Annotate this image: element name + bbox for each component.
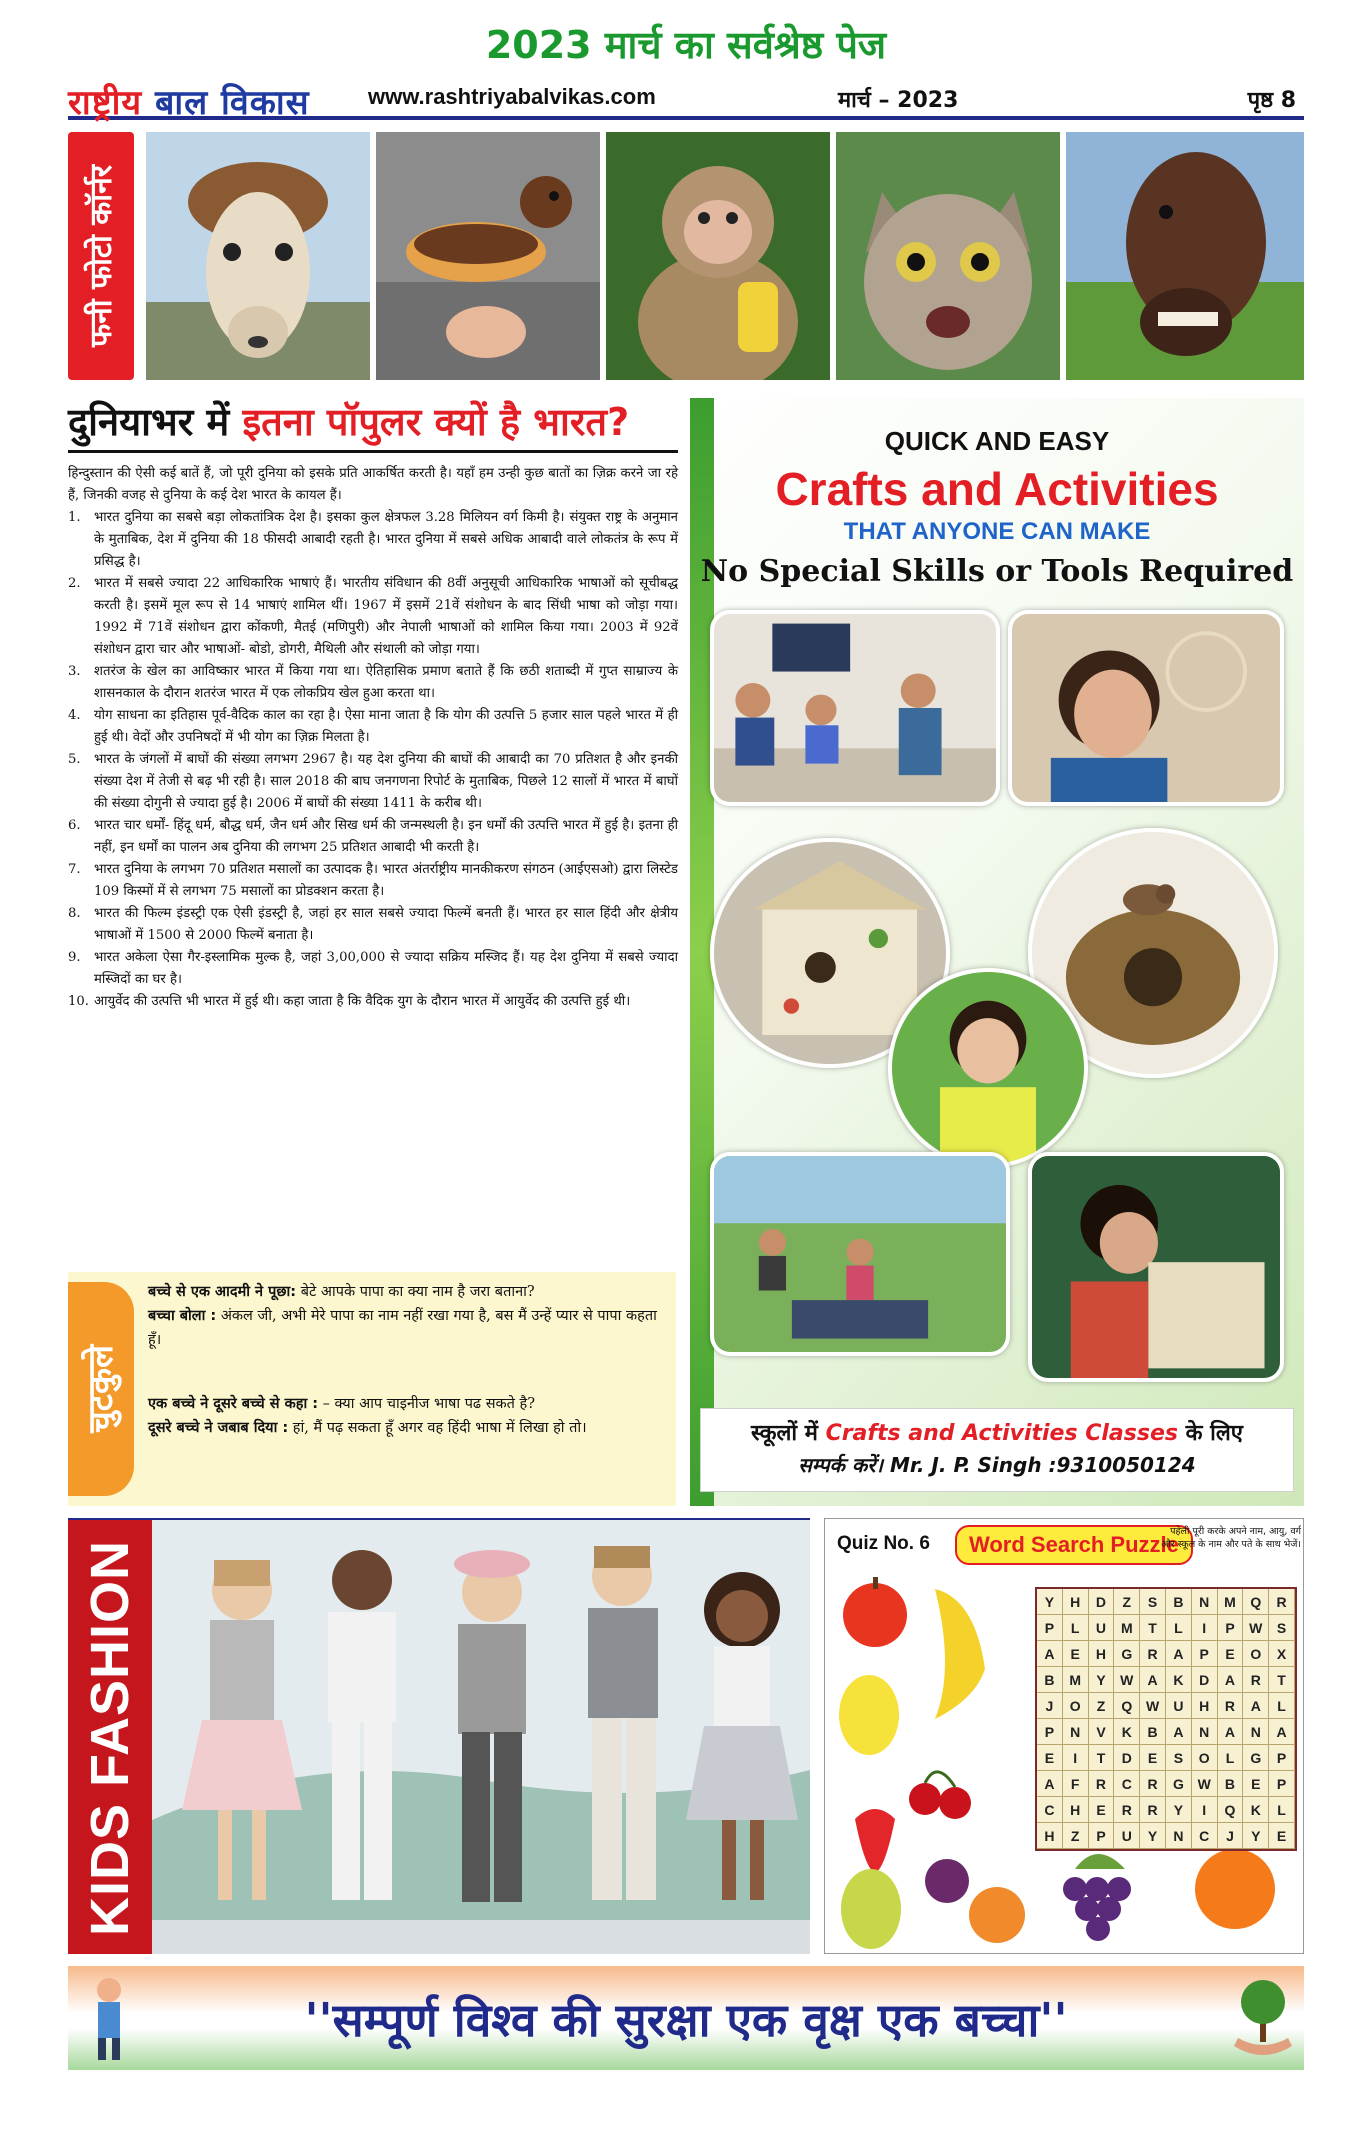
puzzle-cell[interactable]: A: [1218, 1719, 1244, 1745]
puzzle-cell[interactable]: O: [1192, 1745, 1218, 1771]
outdoor-workshop-photo[interactable]: [710, 1152, 1010, 1356]
puzzle-cell[interactable]: R: [1114, 1797, 1140, 1823]
kids-fashion-label: [68, 1520, 152, 1954]
kids-fashion-photo[interactable]: [152, 1520, 810, 1954]
puzzle-cell[interactable]: Z: [1063, 1823, 1089, 1849]
contact-prefix: स्कूलों में: [751, 1421, 826, 1446]
article-title-part-1: दुनियाभर में: [68, 400, 243, 444]
joke-2-answer-text: हां, मैं पढ़ सकता हूँ अगर वह हिंदी भाषा में लिखा हो तो।: [288, 1420, 587, 1436]
pear-illustration: [841, 1869, 901, 1949]
puzzle-cell[interactable]: R: [1269, 1589, 1295, 1615]
puzzle-cell[interactable]: A: [1269, 1719, 1295, 1745]
puzzle-cell[interactable]: E: [1063, 1641, 1089, 1667]
article-point: [68, 661, 678, 705]
funny-photo-corner: [68, 132, 1304, 380]
point-number: 8.: [68, 906, 81, 921]
puzzle-cell[interactable]: S: [1140, 1589, 1166, 1615]
puzzle-cell[interactable]: P: [1037, 1615, 1063, 1641]
puzzle-cell[interactable]: Y: [1037, 1589, 1063, 1615]
puzzle-cell[interactable]: H: [1192, 1693, 1218, 1719]
point-number: 1.: [68, 510, 81, 525]
orange-illustration: [1195, 1849, 1275, 1929]
puzzle-cell[interactable]: C: [1114, 1771, 1140, 1797]
point-text: भारत के जंगलों में बाघों की संख्या लगभग 2967 है। यह देश दुनिया की बाघों की आबादी का 70 प्रतिशत है और इनकी संख्या देश में तेजी से बढ़ भी रही है। साल 2018 की बाघ जनगणना रिपोर्ट के मुताबिक, पिछले 12 सालों में भारत में बाघों की संख्या दोगुनी से ज्यादा हुई है। 2006 में बाघों की संख्या 1411 के करीब थी।: [94, 752, 678, 811]
puzzle-cell[interactable]: H: [1063, 1797, 1089, 1823]
boy-photo[interactable]: [888, 968, 1088, 1168]
puzzle-cell[interactable]: W: [1192, 1771, 1218, 1797]
puzzle-cell[interactable]: H: [1037, 1823, 1063, 1849]
puzzle-cell[interactable]: C: [1192, 1823, 1218, 1849]
article-point: [68, 507, 678, 573]
quiz-instructions: पहेली पूरी करके अपने नाम, आयु, वर्ग और स्कूल के नाम और पते के साथ भेजें।: [1161, 1526, 1301, 1550]
puzzle-cell[interactable]: N: [1166, 1823, 1192, 1849]
puzzle-cell[interactable]: L: [1218, 1745, 1244, 1771]
logo-part-1: राष्ट्रीय: [68, 83, 155, 123]
puzzle-cell[interactable]: V: [1089, 1719, 1115, 1745]
article-point: [68, 947, 678, 991]
puzzle-cell[interactable]: B: [1166, 1589, 1192, 1615]
puzzle-cell[interactable]: M: [1218, 1589, 1244, 1615]
kids-fashion-label-text: KIDS FASHION: [80, 1539, 140, 1937]
puzzle-cell[interactable]: Z: [1089, 1693, 1115, 1719]
puzzle-cell[interactable]: R: [1140, 1797, 1166, 1823]
newspaper-logo[interactable]: [68, 78, 310, 124]
llama-photo[interactable]: [146, 132, 370, 380]
puzzle-cell[interactable]: P: [1089, 1823, 1115, 1849]
article-points: [68, 507, 678, 1013]
joke-2: [148, 1392, 668, 1440]
jokes-label-text: चुटकुले: [81, 1345, 121, 1433]
ad-line-4: No Special Skills or Tools Required: [700, 554, 1294, 589]
puzzle-cell[interactable]: T: [1089, 1745, 1115, 1771]
puzzle-cell[interactable]: Y: [1089, 1667, 1115, 1693]
article-point: [68, 573, 678, 661]
puzzle-cell[interactable]: A: [1037, 1641, 1063, 1667]
joke-1-question-text: बेटे आपके पापा का क्या नाम है जरा बताना?: [296, 1284, 535, 1300]
contact-phone[interactable]: सम्पर्क करें। Mr. J. P. Singh :9310050124: [798, 1453, 1196, 1477]
jokes-label: [68, 1282, 134, 1496]
point-text: शतरंज के खेल का आविष्कार भारत में किया गया था। ऐतिहासिक प्रमाण बताते हैं कि छठी शताब्दी में गुप्त साम्राज्य के शासनकाल के दौरान शतरंज भारत में एक लोकप्रिय खेल हुआ करता था।: [94, 664, 678, 701]
puzzle-cell[interactable]: X: [1269, 1641, 1295, 1667]
puzzle-cell[interactable]: J: [1218, 1823, 1244, 1849]
puzzle-cell[interactable]: K: [1114, 1719, 1140, 1745]
puzzle-cell[interactable]: B: [1037, 1667, 1063, 1693]
puzzle-cell[interactable]: A: [1243, 1693, 1269, 1719]
plum-illustration: [925, 1859, 969, 1903]
puzzle-cell[interactable]: Y: [1140, 1823, 1166, 1849]
joke-2-answer: [148, 1416, 668, 1440]
point-number: 5.: [68, 752, 81, 767]
puzzle-cell[interactable]: P: [1269, 1745, 1295, 1771]
article-point: [68, 705, 678, 749]
puzzle-cell[interactable]: L: [1166, 1615, 1192, 1641]
article-title: [68, 398, 678, 446]
puzzle-cell[interactable]: A: [1140, 1667, 1166, 1693]
puzzle-cell[interactable]: P: [1037, 1719, 1063, 1745]
puzzle-cell[interactable]: M: [1063, 1667, 1089, 1693]
crafts-class-photo[interactable]: [710, 610, 1000, 806]
issue-date: मार्च – 2023: [838, 88, 959, 113]
point-number: 9.: [68, 950, 81, 965]
point-number: 10.: [68, 994, 89, 1009]
logo-part-2: बाल विकास: [154, 83, 310, 123]
joke-2-question-text: – क्या आप चाइनीज भाषा पढ सकते है?: [318, 1396, 535, 1412]
puzzle-cell[interactable]: T: [1140, 1615, 1166, 1641]
point-text: भारत अकेला ऐसा गैर-इस्लामिक मुल्क है, जहां 3,00,000 से ज्यादा सक्रिय मस्जिद हैं। यह देश दुनिया में सबसे ज्यादा मस्जिदों का घर है।: [94, 950, 678, 987]
article-point: [68, 859, 678, 903]
puzzle-cell[interactable]: Z: [1114, 1589, 1140, 1615]
puzzle-cell[interactable]: N: [1192, 1719, 1218, 1745]
article-point: [68, 815, 678, 859]
puzzle-cell[interactable]: Y: [1243, 1823, 1269, 1849]
crafts-contact-box[interactable]: [700, 1408, 1294, 1492]
puzzle-cell[interactable]: O: [1243, 1641, 1269, 1667]
puzzle-cell[interactable]: W: [1140, 1693, 1166, 1719]
tree-in-hands-icon: [1228, 1972, 1298, 2064]
puzzle-cell[interactable]: G: [1114, 1641, 1140, 1667]
puzzle-cell[interactable]: E: [1269, 1823, 1295, 1849]
puzzle-cell[interactable]: K: [1243, 1797, 1269, 1823]
masthead: [68, 78, 1304, 123]
puzzle-cell[interactable]: U: [1114, 1823, 1140, 1849]
quiz-title: Word Search Puzzle: [955, 1525, 1193, 1565]
point-number: 2.: [68, 576, 81, 591]
puzzle-cell[interactable]: Q: [1218, 1797, 1244, 1823]
page-number: पृष्ठ 8: [1247, 88, 1296, 113]
point-number: 6.: [68, 818, 81, 833]
joke-2-question-lead: एक बच्चे ने दूसरे बच्चे से कहा :: [148, 1396, 319, 1412]
ad-line-3: THAT ANYONE CAN MAKE: [843, 518, 1151, 545]
puzzle-cell[interactable]: L: [1269, 1693, 1295, 1719]
puzzle-cell[interactable]: S: [1269, 1615, 1295, 1641]
article-point: [68, 991, 678, 1013]
puzzle-cell[interactable]: W: [1243, 1615, 1269, 1641]
puzzle-cell[interactable]: D: [1192, 1667, 1218, 1693]
puzzle-cell[interactable]: A: [1037, 1771, 1063, 1797]
puzzle-cell[interactable]: A: [1166, 1719, 1192, 1745]
ad-line-1: QUICK AND EASY: [884, 426, 1110, 456]
puzzle-cell[interactable]: R: [1089, 1771, 1115, 1797]
ad-headline: Crafts and Activities: [775, 463, 1219, 515]
point-text: आयुर्वेद की उत्पत्ति भी भारत में हुई थी। कहा जाता है कि वैदिक युग के दौरान भारत में आयुर्वेद की उत्पत्ति हुई थी।: [94, 994, 631, 1009]
dachshund-hotdog-photo[interactable]: [376, 132, 600, 380]
apple-illustration: [843, 1583, 907, 1647]
article-intro: हिन्दुस्तान की ऐसी कई बातें हैं, जो पूरी दुनिया को इसके प्रति आकर्षित करती है। यहाँ हम उन्ही कुछ बातों का ज़िक्र करने जा रहे हैं, जिनकी वजह से दुनिया के कई देश भारत के कायल हैं।: [68, 466, 678, 503]
quiz-section: [824, 1518, 1304, 1954]
website-link[interactable]: www.rashtriyabalvikas.com: [368, 84, 656, 109]
puzzle-cell[interactable]: O: [1063, 1693, 1089, 1719]
banana-illustration: [935, 1589, 985, 1719]
crafts-activities-ad[interactable]: [690, 398, 1304, 1506]
quiz-number: Quiz No. 6: [837, 1533, 930, 1554]
article-point: [68, 749, 678, 815]
joke-1-question-lead: बच्चे से एक आदमी ने पूछा:: [148, 1284, 297, 1300]
puzzle-cell[interactable]: I: [1192, 1615, 1218, 1641]
joke-2-answer-lead: दूसरे बच्चे ने जबाब दिया :: [148, 1420, 289, 1436]
jokes-section: [68, 1272, 676, 1506]
puzzle-cell[interactable]: S: [1166, 1745, 1192, 1771]
puzzle-cell[interactable]: I: [1063, 1745, 1089, 1771]
title-divider: [68, 450, 678, 453]
india-popular-article: [68, 398, 678, 1268]
puzzle-cell[interactable]: P: [1192, 1641, 1218, 1667]
puzzle-cell[interactable]: G: [1166, 1771, 1192, 1797]
photo-corner-label-text: फनी फोटो कॉर्नर: [83, 165, 119, 347]
puzzle-cell[interactable]: U: [1089, 1615, 1115, 1641]
puzzle-cell[interactable]: Q: [1243, 1589, 1269, 1615]
puzzle-cell[interactable]: N: [1063, 1719, 1089, 1745]
top-banner: 2023 मार्च का सर्वश्रेष्ठ पेज: [485, 23, 887, 67]
point-text: भारत दुनिया के लगभग 70 प्रतिशत मसालों का उत्पादक है। भारत अंतर्राष्ट्रीय मानकीकरण संगठन (आईएसओ) द्वारा लिस्टेड 109 किस्मों में से लगभग 75 मसालों का प्रोडक्शन करता है।: [94, 862, 678, 899]
peach-illustration: [969, 1887, 1025, 1943]
photo-corner-label: [68, 132, 134, 380]
puzzle-cell[interactable]: P: [1218, 1615, 1244, 1641]
puzzle-cell[interactable]: D: [1114, 1745, 1140, 1771]
puzzle-cell[interactable]: N: [1243, 1719, 1269, 1745]
girl-weaving-photo[interactable]: [1008, 610, 1284, 806]
contact-accent: Crafts and Activities Classes: [825, 1421, 1178, 1446]
puzzle-cell[interactable]: R: [1140, 1641, 1166, 1667]
point-text: भारत चार धर्मों- हिंदू धर्म, बौद्ध धर्म, जैन धर्म और सिख धर्म की जन्मस्थली है। इन धर्मों की उत्पत्ति भारत में हुई है। इतना ही नहीं, इन धर्मों का पालन अब दुनिया की लगभग 25 प्रतिशत आबादी भी करती है।: [94, 818, 678, 855]
puzzle-cell[interactable]: F: [1063, 1771, 1089, 1797]
puzzle-cell[interactable]: H: [1063, 1589, 1089, 1615]
puzzle-cell[interactable]: B: [1218, 1771, 1244, 1797]
puzzle-cell[interactable]: L: [1269, 1797, 1295, 1823]
puzzle-cell[interactable]: P: [1269, 1771, 1295, 1797]
contact-suffix: के लिए: [1177, 1421, 1243, 1446]
point-text: भारत में सबसे ज्यादा 22 आधिकारिक भाषाएं हैं। भारतीय संविधान की 8वीं अनुसूची आधिकारिक भाषाओं को सूचीबद्ध करती है। इसमें मूल रूप से 14 भाषाएं शामिल थीं। 1967 में इसमें 21वें संशोधन के बाद सिंधी भाषा को जोड़ा गया। 1992 में 71वें संशोधन द्वारा कोंकणी, मैतई (मणिपुरी) और नेपाली भाषाओं को शामिल किया गया। 2003 में 92वें संशोधन द्वारा चार और भाषाओं- बोडो, डोगरी, मैथिली और संथाली को जोड़ा गया।: [94, 576, 678, 657]
point-number: 7.: [68, 862, 81, 877]
puzzle-cell[interactable]: Q: [1114, 1693, 1140, 1719]
kids-fashion-section: [68, 1518, 810, 1954]
puzzle-cell[interactable]: E: [1089, 1797, 1115, 1823]
puzzle-cell[interactable]: H: [1089, 1641, 1115, 1667]
joke-1-answer: [148, 1304, 668, 1352]
puzzle-cell[interactable]: E: [1037, 1745, 1063, 1771]
point-number: 4.: [68, 708, 81, 723]
slogan-text: ''सम्पूर्ण विश्व की सुरक्षा एक वृक्ष एक बच्चा'': [304, 1993, 1068, 2047]
lemon-illustration: [839, 1675, 899, 1755]
article-title-part-2: इतना पॉपुलर क्यों है भारत?: [242, 400, 630, 444]
puzzle-cell[interactable]: G: [1243, 1745, 1269, 1771]
puzzle-cell[interactable]: A: [1218, 1667, 1244, 1693]
puzzle-cell[interactable]: K: [1166, 1667, 1192, 1693]
joke-1-answer-text: अंकल जी, अभी मेरे पापा का नाम नहीं रखा गया है, बस मैं उन्हें प्यार से पापा कहता हूँ।: [148, 1308, 657, 1348]
puzzle-cell[interactable]: Y: [1166, 1797, 1192, 1823]
puzzle-cell[interactable]: A: [1166, 1641, 1192, 1667]
puzzle-cell[interactable]: B: [1140, 1719, 1166, 1745]
contact-line-1: [701, 1417, 1293, 1447]
joke-1-answer-lead: बच्चा बोला :: [148, 1308, 217, 1324]
puzzle-cell[interactable]: L: [1063, 1615, 1089, 1641]
horse-photo[interactable]: [1066, 132, 1304, 380]
cat-photo[interactable]: [836, 132, 1060, 380]
boy-painting-birdhouse-photo[interactable]: [1028, 1152, 1284, 1382]
puzzle-cell[interactable]: R: [1140, 1771, 1166, 1797]
puzzle-cell[interactable]: R: [1218, 1693, 1244, 1719]
point-text: योग साधना का इतिहास पूर्व-वैदिक काल का रहा है। ऐसा माना जाता है कि योग की उत्पत्ति 5 हजार साल पहले भारत में ही हुई थी। वेदों और उपनिषदों में भी योग का ज़िक्र मिलता है।: [94, 708, 678, 745]
puzzle-cell[interactable]: E: [1218, 1641, 1244, 1667]
point-text: भारत दुनिया का सबसे बड़ा लोकतांत्रिक देश है। इसका कुल क्षेत्रफल 3.28 मिलियन वर्ग किमी है। संयुक्त राष्ट्र के अनुमान के मुताबिक, देश में दुनिया की 18 फीसदी आबादी रहती है। भारत दुनिया में सबसे अधिक आबादी वाले लोकतंत्र के रूप में प्रसिद्ध है।: [94, 510, 678, 569]
puzzle-cell[interactable]: J: [1037, 1693, 1063, 1719]
puzzle-cell[interactable]: T: [1269, 1667, 1295, 1693]
puzzle-cell[interactable]: M: [1114, 1615, 1140, 1641]
strawberry-illustration: [855, 1809, 895, 1873]
monkey-photo[interactable]: [606, 132, 830, 380]
point-number: 3.: [68, 664, 81, 679]
article-point: [68, 903, 678, 947]
word-search-grid[interactable]: [1035, 1587, 1297, 1851]
puzzle-cell[interactable]: E: [1140, 1745, 1166, 1771]
puzzle-cell[interactable]: R: [1243, 1667, 1269, 1693]
slogan-banner: [68, 1966, 1304, 2070]
grapes-illustration: [1063, 1854, 1131, 1941]
puzzle-cell[interactable]: E: [1243, 1771, 1269, 1797]
puzzle-cell[interactable]: W: [1114, 1667, 1140, 1693]
puzzle-cell[interactable]: I: [1192, 1797, 1218, 1823]
point-text: भारत की फिल्म इंडस्ट्री एक ऐसी इंडस्ट्री है, जहां हर साल सबसे ज्यादा फिल्में बनती हैं। भारत हर साल हिंदी और क्षेत्रीय भाषाओं में 1500 से 2000 फिल्में बनाता है।: [94, 906, 678, 943]
puzzle-cell[interactable]: D: [1089, 1589, 1115, 1615]
joke-1: [148, 1280, 668, 1352]
puzzle-cell[interactable]: C: [1037, 1797, 1063, 1823]
puzzle-cell[interactable]: N: [1192, 1589, 1218, 1615]
joke-2-question: [148, 1392, 668, 1416]
puzzle-cell[interactable]: U: [1166, 1693, 1192, 1719]
joke-1-question: [148, 1280, 668, 1304]
